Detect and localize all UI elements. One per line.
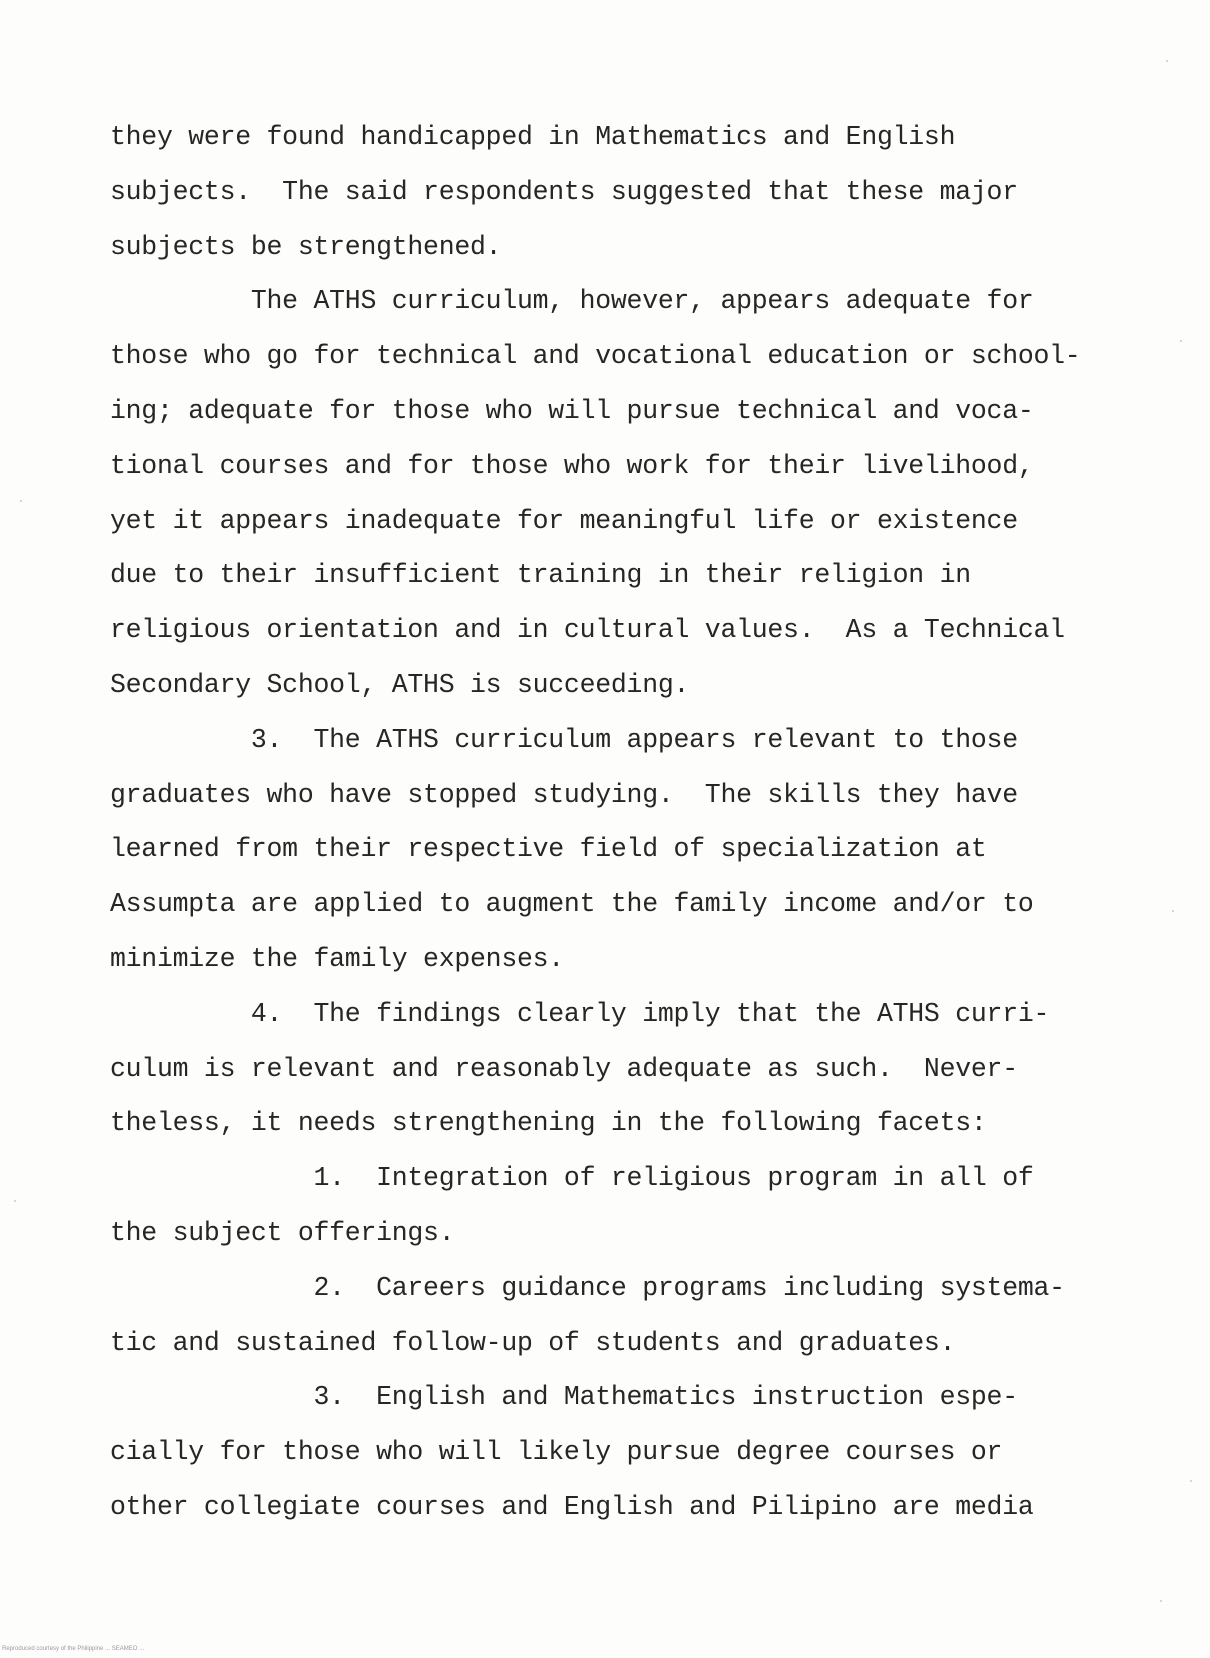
scan-footer: Reproduced courtesy of the Philippine ... SEAMEO ... [2,1646,145,1652]
text-line: The ATHS curriculum, however, appears adequate for [110,286,1034,317]
text-line: 2. Careers guidance programs including systema- [110,1272,1065,1303]
text-line: 3. English and Mathematics instruction espe- [110,1382,1018,1413]
text-line: learned from their respective field of specialization at [110,834,987,865]
text-line: those who go for technical and vocational education or school- [110,341,1081,372]
text-line: due to their insufficient training in their religion in [110,560,971,591]
text-line: other collegiate courses and English and Pilipino are media [110,1491,1034,1522]
scan-speck [1166,60,1168,62]
text-line: the subject offerings. [110,1217,455,1248]
text-line: Assumpta are applied to augment the family income and/or to [110,889,1034,920]
text-line: theless, it needs strengthening in the following facets: [110,1108,987,1139]
scan-speck [1160,1600,1162,1602]
scan-speck [14,1200,16,1202]
scan-speck [1180,340,1182,342]
text-line: ing; adequate for those who will pursue technical and voca- [110,395,1034,426]
scan-speck [20,500,22,502]
text-line: religious orientation and in cultural values. As a Technical [110,615,1065,646]
text-line: cially for those who will likely pursue degree courses or [110,1437,1003,1468]
text-line: they were found handicapped in Mathematics and English [110,122,956,152]
text-line: tional courses and for those who work for their livelihood, [110,450,1034,481]
text-line: 1. Integration of religious program in all of [110,1163,1034,1194]
text-line: 3. The ATHS curriculum appears relevant to those [110,724,1018,755]
scan-speck [1190,1480,1192,1482]
text-line: culum is relevant and reasonably adequate as such. Never- [110,1053,1018,1084]
text-line: Secondary School, ATHS is succeeding. [110,669,690,700]
text-line: yet it appears inadequate for meaningful life or existence [110,505,1018,536]
scan-speck [1172,910,1174,912]
text-line: 4. The findings clearly imply that the ATHS curri- [110,998,1050,1029]
text-line: graduates who have stopped studying. The skills they have [110,779,1018,810]
text-line: tic and sustained follow-up of students and graduates. [110,1327,956,1358]
text-line: subjects. The said respondents suggested that these major [110,176,1018,207]
text-line: minimize the family expenses. [110,943,564,974]
text-line: subjects be strengthened. [110,231,502,262]
body-text [110,110,1120,1535]
